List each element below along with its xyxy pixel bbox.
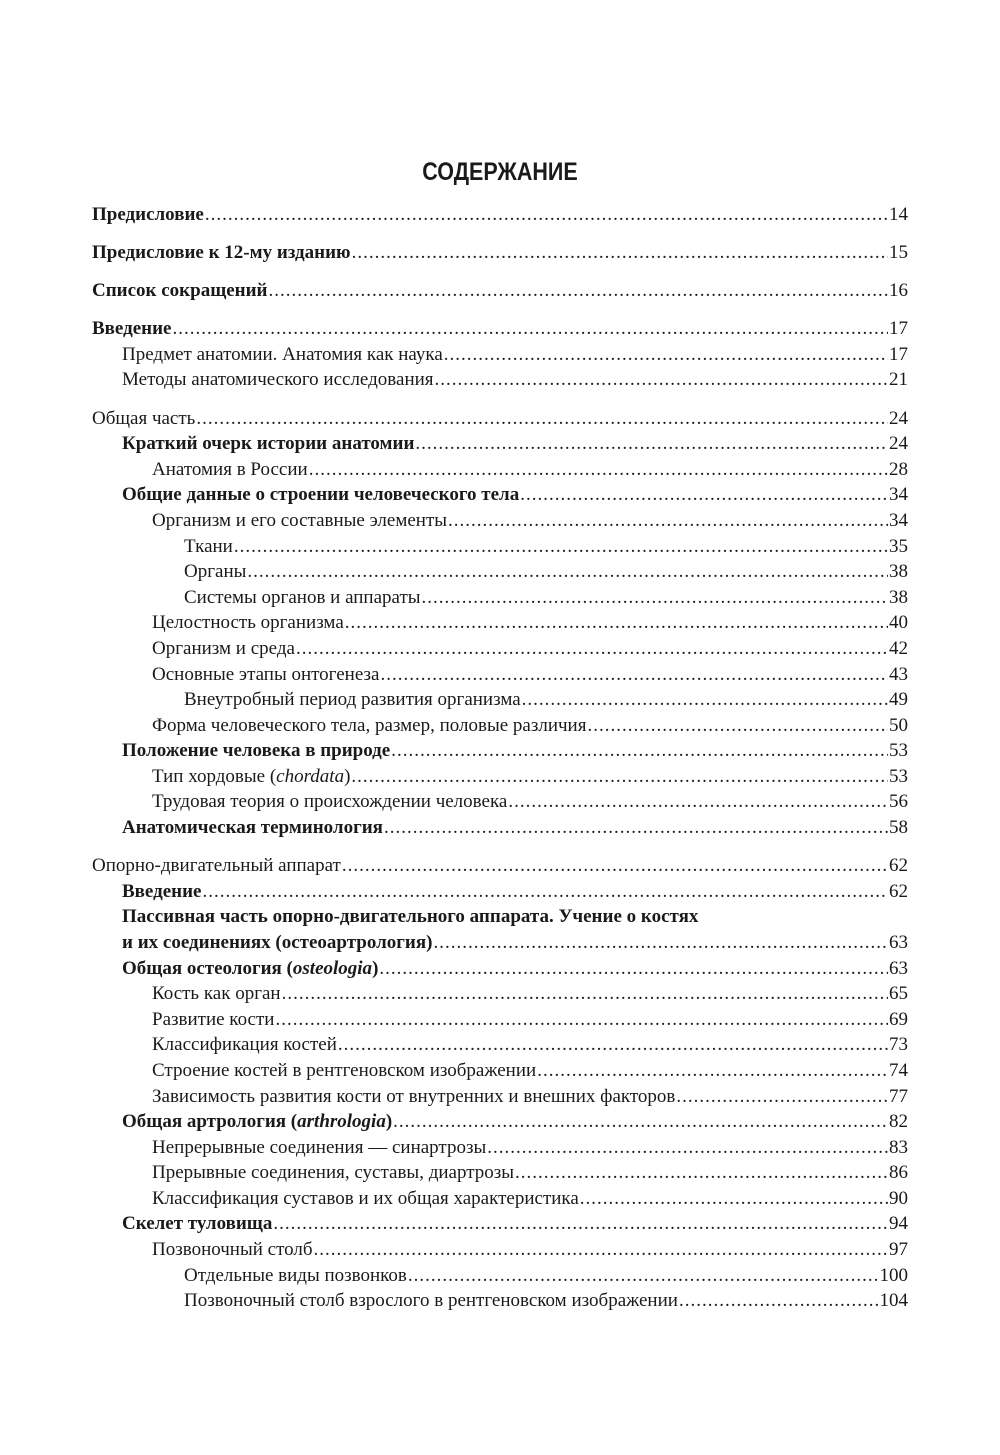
entry-page-number: 53 xyxy=(889,740,908,762)
entry-title xyxy=(92,853,341,879)
toc-entry[interactable] xyxy=(92,585,908,611)
dot-leader xyxy=(196,406,888,432)
entry-page-number: 21 xyxy=(889,369,908,391)
toc-entry[interactable] xyxy=(92,981,908,1007)
toc-entry[interactable] xyxy=(92,1288,908,1314)
table-of-contents xyxy=(92,202,908,1326)
toc-entry[interactable] xyxy=(92,687,908,713)
entry-page-number: 24 xyxy=(889,433,908,455)
entry-page-number: 35 xyxy=(889,535,908,557)
entry-page-number: 104 xyxy=(879,1290,908,1312)
dot-leader xyxy=(587,713,888,739)
toc-entry[interactable] xyxy=(92,202,908,228)
dot-leader xyxy=(508,789,888,815)
entry-title xyxy=(122,1109,392,1135)
entry-title xyxy=(122,482,519,508)
toc-entry[interactable] xyxy=(92,789,908,815)
entry-title xyxy=(122,956,378,982)
entry-page-number: 100 xyxy=(879,1264,908,1286)
toc-entry[interactable] xyxy=(92,508,908,534)
toc-entry[interactable] xyxy=(92,1109,908,1135)
toc-entry[interactable] xyxy=(92,457,908,483)
entry-title-latin: osteologia xyxy=(292,957,373,979)
entry-title-text: Ткани xyxy=(184,535,233,557)
entry-title xyxy=(152,1237,313,1263)
entry-title xyxy=(152,713,586,739)
entry-page-number: 94 xyxy=(889,1213,908,1235)
entry-title xyxy=(122,930,432,956)
entry-page-number: 86 xyxy=(889,1162,908,1184)
entry-page-number: 40 xyxy=(889,612,908,634)
entry-title xyxy=(152,1007,274,1033)
entry-title xyxy=(184,1288,678,1314)
dot-leader xyxy=(379,956,888,982)
dot-leader xyxy=(515,1160,888,1186)
dot-leader xyxy=(448,508,888,534)
entry-title-text: Зависимость развития кости от внутренних и внешних факторов xyxy=(152,1085,676,1107)
entry-title-text: Анатомия в России xyxy=(152,458,308,480)
entry-title-text: Тип хордовые ( xyxy=(152,765,277,787)
dot-leader xyxy=(345,610,888,636)
entry-page-number: 14 xyxy=(889,204,908,225)
entry-title-text: Предмет анатомии. Анатомия как наука xyxy=(122,343,443,365)
entry-title-text: Прерывные соединения, суставы, диартрозы xyxy=(152,1162,515,1184)
toc-entry[interactable] xyxy=(92,764,908,790)
entry-title-text: Общая артрология ( xyxy=(122,1111,298,1133)
entry-title-text: Предисловие к 12-му изданию xyxy=(92,242,351,264)
dot-leader xyxy=(435,367,888,393)
entry-title-text: Отдельные виды позвонков xyxy=(184,1264,407,1286)
entry-page-number: 24 xyxy=(889,407,908,429)
dot-leader xyxy=(522,687,888,713)
entry-title-text: Пассивная часть опорно-двигательного аппарата. Учение о костях xyxy=(122,906,699,928)
toc-entry[interactable] xyxy=(92,278,908,304)
dot-leader xyxy=(314,1237,888,1263)
toc-entry[interactable] xyxy=(92,904,908,930)
entry-title-text: Органы xyxy=(184,561,247,583)
entry-title-text: Системы органов и аппараты xyxy=(184,586,421,608)
entry-title xyxy=(152,764,350,790)
entry-title xyxy=(152,1186,579,1212)
entry-title-text: Позвоночный столб xyxy=(152,1239,313,1261)
entry-title-text: Краткий очерк истории анатомии xyxy=(122,433,415,455)
dot-leader xyxy=(203,879,889,905)
toc-entry[interactable] xyxy=(92,1007,908,1033)
entry-title-text: Внеутробный период развития организма xyxy=(184,689,521,711)
entry-title xyxy=(152,457,308,483)
entry-title-text: Основные этапы онтогенеза xyxy=(152,663,380,685)
entry-title-text: Классификация суставов и их общая характеристика xyxy=(152,1187,579,1209)
toc-entry[interactable] xyxy=(92,1186,908,1212)
entry-page-number: 34 xyxy=(889,484,908,506)
dot-leader xyxy=(433,930,888,956)
entry-title xyxy=(152,1160,514,1186)
toc-entry[interactable] xyxy=(92,815,908,841)
entry-title xyxy=(92,406,195,432)
entry-title xyxy=(122,1211,272,1237)
dot-leader xyxy=(296,636,888,662)
dot-leader xyxy=(393,1109,888,1135)
entry-title xyxy=(184,687,521,713)
toc-entry[interactable] xyxy=(92,316,908,342)
dot-leader xyxy=(676,1084,888,1110)
dot-leader xyxy=(247,559,888,585)
dot-leader xyxy=(269,278,888,304)
entry-title xyxy=(152,1135,486,1161)
toc-entry[interactable] xyxy=(92,1032,908,1058)
dot-leader xyxy=(415,431,888,457)
entry-page-number: 58 xyxy=(889,817,908,839)
entry-page-number: 83 xyxy=(889,1136,908,1158)
toc-entry[interactable] xyxy=(92,367,908,393)
toc-entry[interactable] xyxy=(92,342,908,368)
toc-section xyxy=(92,278,908,304)
entry-title-text: Строение костей в рентгеновском изображении xyxy=(152,1059,537,1081)
toc-entry[interactable] xyxy=(92,1135,908,1161)
entry-page-number: 50 xyxy=(889,714,908,736)
entry-title xyxy=(122,879,202,905)
entry-title-text: Позвоночный столб взрослого в рентгеновском изображении xyxy=(184,1290,678,1312)
entry-title xyxy=(152,1032,337,1058)
entry-title-text: Методы анатомического исследования xyxy=(122,369,434,391)
entry-page-number: 53 xyxy=(889,765,908,787)
toc-entry[interactable] xyxy=(92,1084,908,1110)
entry-page-number: 43 xyxy=(889,663,908,685)
toc-entry[interactable] xyxy=(92,610,908,636)
entry-title xyxy=(92,316,172,342)
entry-page-number: 90 xyxy=(889,1187,908,1209)
dot-leader xyxy=(282,981,888,1007)
entry-page-number: 56 xyxy=(889,791,908,813)
entry-title-text: Анатомическая терминология xyxy=(122,817,383,839)
toc-entry[interactable] xyxy=(92,1237,908,1263)
entry-title-text: и их соединениях (остеоартрология) xyxy=(122,931,433,953)
entry-page-number: 69 xyxy=(889,1008,908,1030)
dot-leader xyxy=(275,1007,888,1033)
toc-entry[interactable] xyxy=(92,559,908,585)
dot-leader xyxy=(338,1032,888,1058)
entry-title xyxy=(184,585,421,611)
toc-section xyxy=(92,316,908,393)
entry-page-number: 97 xyxy=(889,1239,908,1261)
entry-title-text: Общая часть xyxy=(92,407,196,429)
toc-entry[interactable] xyxy=(92,240,908,266)
entry-title xyxy=(152,610,344,636)
entry-title xyxy=(152,1084,675,1110)
dot-leader xyxy=(205,202,888,228)
entry-page-number: 62 xyxy=(889,880,908,902)
entry-title-text: Скелет туловища xyxy=(122,1213,273,1235)
entry-title xyxy=(184,559,246,585)
entry-title-text: Классификация костей xyxy=(152,1034,337,1056)
entry-title-text: Развитие кости xyxy=(152,1008,275,1030)
entry-title-after: ) xyxy=(385,1111,393,1133)
toc-entry[interactable] xyxy=(92,738,908,764)
entry-page-number: 62 xyxy=(889,855,908,877)
entry-title-text: Целостность организма xyxy=(152,612,344,634)
entry-title-text: Непрерывные соединения — синартрозы xyxy=(152,1136,487,1158)
entry-title xyxy=(122,738,390,764)
entry-title-text: Организм и его составные элементы xyxy=(152,509,448,531)
toc-entry[interactable] xyxy=(92,431,908,457)
dot-leader xyxy=(580,1186,888,1212)
toc-entry[interactable] xyxy=(92,482,908,508)
toc-entry[interactable] xyxy=(92,713,908,739)
entry-page-number: 42 xyxy=(889,637,908,659)
entry-title xyxy=(122,342,443,368)
entry-title-text: Список сокращений xyxy=(92,280,268,302)
toc-section xyxy=(92,406,908,841)
toc-entry[interactable] xyxy=(92,853,908,879)
toc-entry[interactable] xyxy=(92,406,908,432)
dot-leader xyxy=(342,853,888,879)
dot-leader xyxy=(679,1288,879,1314)
entry-title-text: Форма человеческого тела, размер, половые различия xyxy=(152,714,587,736)
entry-title xyxy=(122,367,434,393)
entry-title-text: Организм и среда xyxy=(152,637,295,659)
entry-page-number: 38 xyxy=(889,561,908,583)
toc-section xyxy=(92,240,908,266)
dot-leader xyxy=(384,815,888,841)
dot-leader xyxy=(309,457,888,483)
entry-page-number: 49 xyxy=(889,689,908,711)
entry-title xyxy=(152,662,379,688)
dot-leader xyxy=(444,342,888,368)
dot-leader xyxy=(422,585,888,611)
entry-page-number: 38 xyxy=(889,586,908,608)
entry-title-text: Положение человека в природе xyxy=(122,740,391,762)
dot-leader xyxy=(234,534,888,560)
entry-page-number: 16 xyxy=(889,280,908,302)
dot-leader xyxy=(520,482,888,508)
toc-entry[interactable] xyxy=(92,636,908,662)
dot-leader xyxy=(391,738,888,764)
toc-section xyxy=(92,853,908,1314)
dot-leader xyxy=(408,1263,879,1289)
entry-page-number: 34 xyxy=(889,509,908,531)
entry-page-number: 28 xyxy=(889,458,908,480)
entry-title xyxy=(152,789,507,815)
toc-entry[interactable] xyxy=(92,1211,908,1237)
toc-section xyxy=(92,202,908,228)
toc-entry[interactable] xyxy=(92,1160,908,1186)
entry-title xyxy=(92,240,351,266)
entry-page-number: 17 xyxy=(889,318,908,340)
entry-page-number: 74 xyxy=(889,1059,908,1081)
entry-page-number: 77 xyxy=(889,1085,908,1107)
entry-title-after: ) xyxy=(344,765,351,787)
entry-title xyxy=(122,815,383,841)
entry-page-number: 15 xyxy=(889,242,908,264)
page-title: СОДЕРЖАНИЕ xyxy=(422,158,578,186)
dot-leader xyxy=(487,1135,888,1161)
dot-leader xyxy=(537,1058,888,1084)
entry-title-text: Трудовая теория о происхождении человека xyxy=(152,791,508,813)
entry-title xyxy=(92,202,204,228)
entry-title-text: Предисловие xyxy=(92,204,204,225)
entry-title-text: Кость как орган xyxy=(152,983,281,1005)
entry-title-text: Введение xyxy=(122,880,202,902)
entry-title-text: Опорно-двигательный аппарат xyxy=(92,855,341,877)
entry-title xyxy=(184,1263,407,1289)
toc-entry[interactable] xyxy=(92,930,908,956)
entry-title xyxy=(152,981,281,1007)
entry-title-text: Введение xyxy=(92,318,172,340)
entry-title xyxy=(152,1058,536,1084)
toc-entry[interactable] xyxy=(92,662,908,688)
entry-title-text: Общие данные о строении человеческого тела xyxy=(122,484,520,506)
entry-title xyxy=(92,278,268,304)
entry-title xyxy=(184,534,233,560)
entry-page-number: 63 xyxy=(889,931,908,953)
toc-entry[interactable] xyxy=(92,534,908,560)
entry-page-number: 63 xyxy=(889,957,908,979)
toc-entry[interactable] xyxy=(92,879,908,905)
dot-leader xyxy=(352,240,888,266)
entry-page-number: 73 xyxy=(889,1034,908,1056)
entry-title xyxy=(152,636,295,662)
entry-title-text: Общая остеология ( xyxy=(122,957,293,979)
toc-entry[interactable] xyxy=(92,1263,908,1289)
toc-entry[interactable] xyxy=(92,1058,908,1084)
entry-title-latin: chordata xyxy=(276,765,345,787)
entry-page-number: 82 xyxy=(889,1111,908,1133)
entry-page-number: 65 xyxy=(889,983,908,1005)
dot-leader xyxy=(173,316,889,342)
entry-title xyxy=(122,431,414,457)
dot-leader xyxy=(351,764,888,790)
entry-title-after: ) xyxy=(372,957,379,979)
entry-title xyxy=(152,508,447,534)
entry-title-latin: arthrologia xyxy=(297,1111,386,1133)
dot-leader xyxy=(273,1211,888,1237)
entry-page-number: 17 xyxy=(889,343,908,365)
entry-title xyxy=(122,904,698,930)
toc-entry[interactable] xyxy=(92,956,908,982)
dot-leader xyxy=(380,662,888,688)
